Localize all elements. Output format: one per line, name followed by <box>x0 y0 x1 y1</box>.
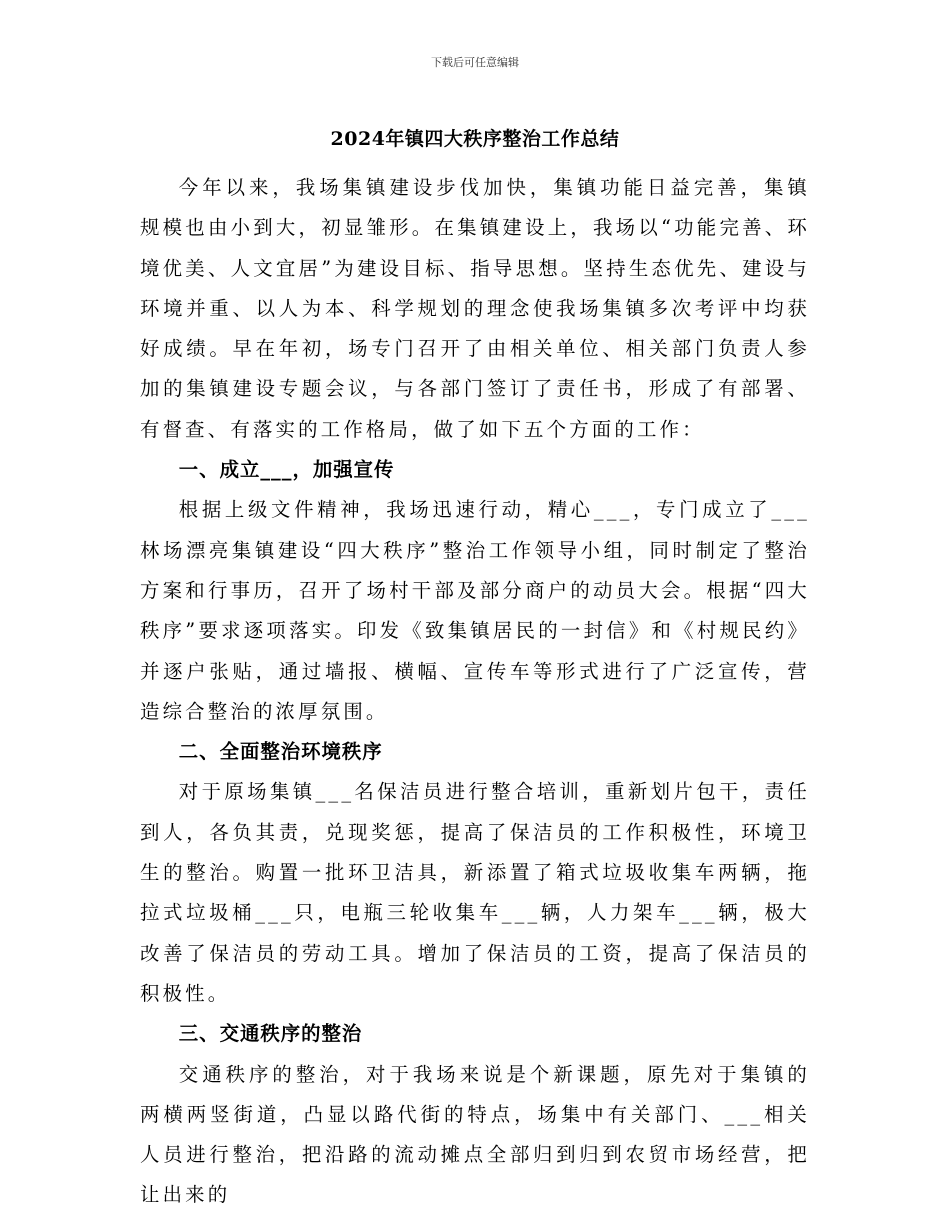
header-note: 下载后可任意编辑 <box>431 56 519 69</box>
section-heading-2: 二、全面整治环境秩序 <box>178 740 383 764</box>
document-title: 2024年镇四大秩序整治工作总结 <box>330 128 620 150</box>
document-body <box>140 168 810 1216</box>
section-paragraph-1: 根据上级文件精神，我场迅速行动，精心___，专门成立了___林场漂亮集镇建设“四大秩序”整治工作领导小组，同时制定了整治方案和行事历，召开了场村干部及部分商户的动员大会。根据“四大秩序”要求逐项落实。印发《致集镇居民的一封信》和《村规民约》并逐户张贴，通过墙报、横幅、宣传车等形式进行了广泛宣传，营造综合整治的浓厚氛围。 <box>140 498 810 723</box>
section-heading-1: 一、成立___，加强宣传 <box>178 458 395 482</box>
intro-paragraph: 今年以来，我场集镇建设步伐加快，集镇功能日益完善，集镇规模也由小到大，初显雏形。在集镇建设上，我场以“功能完善、环境优美、人文宜居”为建设目标、指导思想。坚持生态优先、建设与环境并重、以人为本、科学规划的理念使我场集镇多次考评中均获好成绩。早在年初，场专门召开了由相关单位、相关部门负责人参加的集镇建设专题会议，与各部门签订了责任书，形成了有部署、有督查、有落实的工作格局，做了如下五个方面的工作： <box>140 176 810 441</box>
section-heading-3: 三、交通秩序的整治 <box>178 1022 363 1046</box>
section-paragraph-3: 交通秩序的整治，对于我场来说是个新课题，原先对于集镇的两横两竖街道，凸显以路代街的特点，场集中有关部门、___相关人员进行整治，把沿路的流动摊点全部归到归到农贸市场经营，把让出来的 <box>140 1062 810 1207</box>
section-paragraph-2: 对于原场集镇___名保洁员进行整合培训，重新划片包干，责任到人，各负其责，兑现奖惩，提高了保洁员的工作积极性，环境卫生的整治。购置一批环卫洁具，新添置了箱式垃圾收集车两辆，拖拉式垃圾桶___只，电瓶三轮收集车___辆，人力架车___辆，极大改善了保洁员的劳动工具。增加了保洁员的工资，提高了保洁员的积极性。 <box>140 780 810 1005</box>
